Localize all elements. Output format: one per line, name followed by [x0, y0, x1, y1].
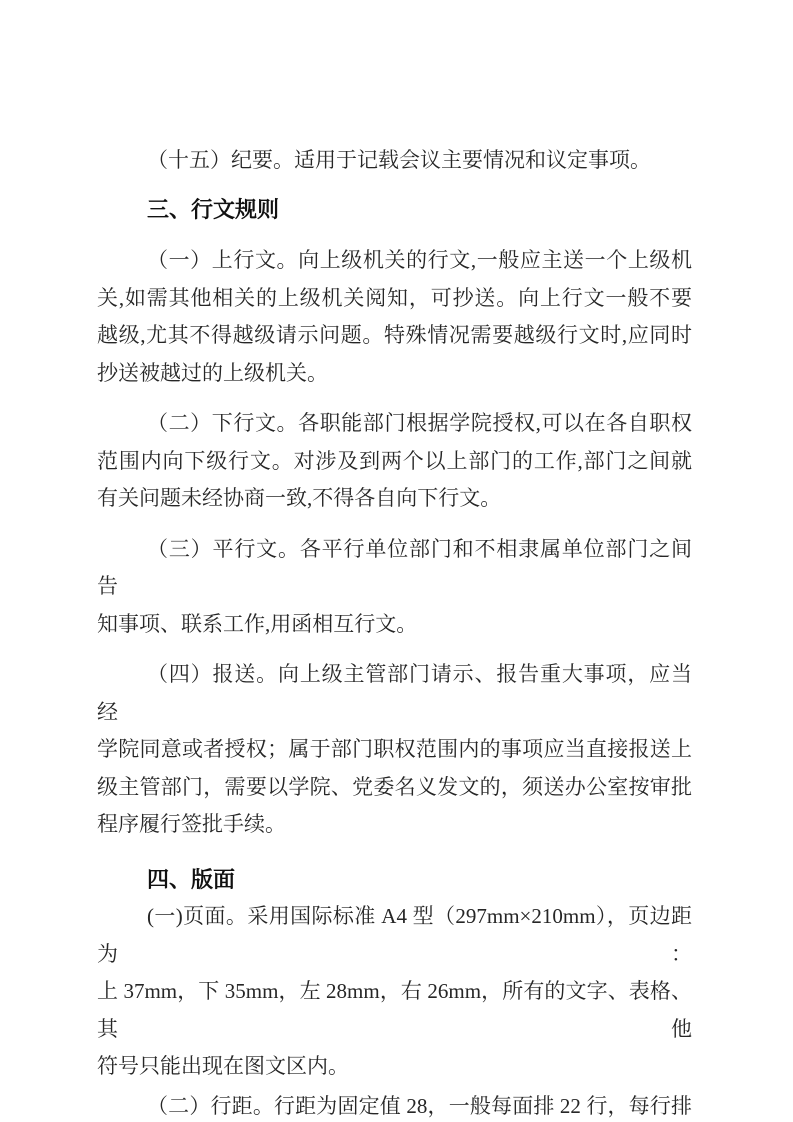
text-line: 有关问题未经协商一致,不得各自向下行文。 — [97, 486, 502, 510]
text-line: 知事项、联系工作,用函相互行文。 — [97, 611, 418, 636]
text-line: （三）平行文。各平行单位部门和不相隶属单位部门之间告 — [97, 536, 692, 598]
section-heading-xingwen-guize: 三、行文规则 — [147, 196, 280, 222]
text-line: 越级,尤其不得越级请示问题。特殊情况需要越级行文时,应同时 — [97, 323, 692, 347]
section-xingwen-guize — [97, 242, 692, 844]
text-line: （四）报送。向上级主管部门请示、报告重大事项，应当经 — [97, 662, 692, 724]
paragraph — [97, 898, 692, 1086]
text-line: 程序履行签批手续。 — [97, 812, 286, 836]
text-line: 符号只能出现在图文区内。 — [97, 1054, 349, 1078]
text-line: (一)页面。采用国际标准 A4 型（297mm×210mm），页边距为： — [97, 904, 692, 966]
text-line: 级主管部门，需要以学院、党委名义发文的，须送办公室按审批 — [97, 774, 692, 799]
paragraph-intro — [97, 142, 692, 180]
section-heading-banmian: 四、版面 — [147, 866, 236, 892]
text-line: 范围内向下级行文。对涉及到两个以上部门的工作,部门之间就 — [97, 448, 692, 473]
text-line: 关,如需其他相关的上级机关阅知，可抄送。向上行文一般不要 — [97, 285, 692, 310]
paragraph — [97, 656, 692, 844]
text-line: 上 37mm，下 35mm，左 28mm，右 26mm，所有的文字、表格、其他 — [97, 979, 692, 1041]
document-content — [97, 142, 692, 1122]
text-line: （二）下行文。各职能部门根据学院授权,可以在各自职权 — [147, 411, 692, 435]
text-line: 学院同意或者授权；属于部门职权范围内的事项应当直接报送上 — [97, 737, 692, 761]
text-line: （十五）纪要。适用于记载会议主要情况和议定事项。 — [147, 148, 651, 172]
paragraph — [97, 1088, 692, 1122]
text-line: （二）行距。行距为固定值 28，一般每面排 22 行，每行排 — [147, 1093, 692, 1118]
text-line: 抄送被越过的上级机关。 — [97, 360, 328, 385]
paragraph — [97, 531, 692, 644]
text-line: （一）上行文。向上级机关的行文,一般应主送一个上级机 — [147, 248, 692, 272]
paragraph — [97, 242, 692, 392]
paragraph — [97, 405, 692, 518]
section-banmian — [97, 898, 692, 1122]
